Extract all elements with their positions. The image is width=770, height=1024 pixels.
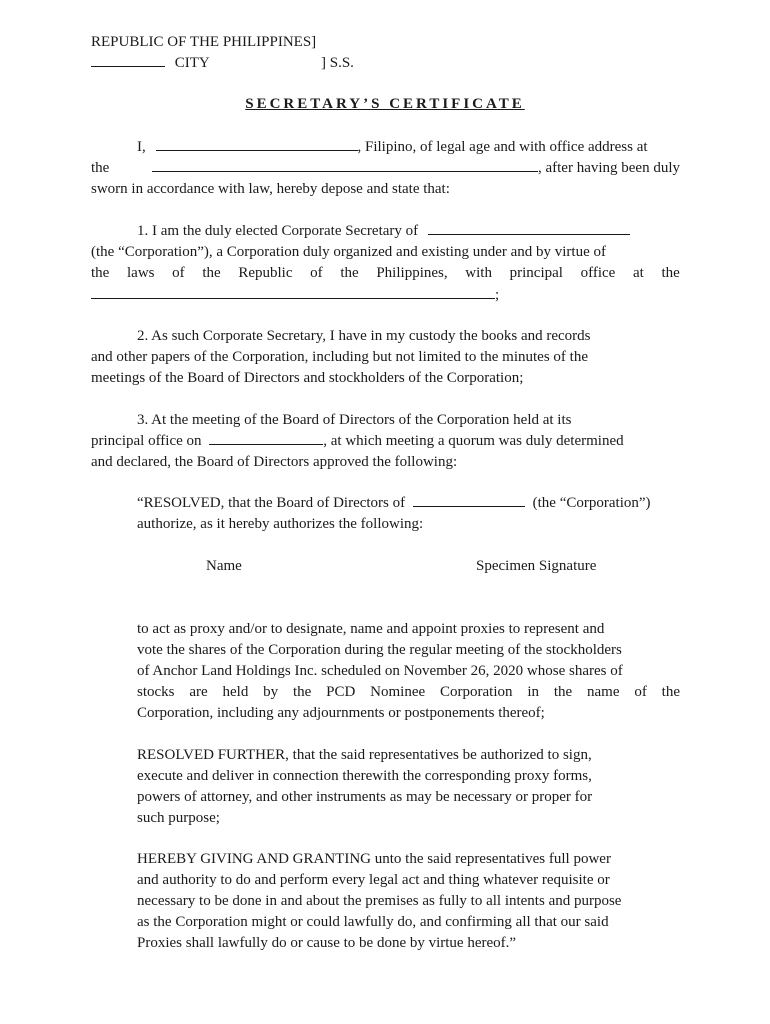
corporation-name-blank[interactable] xyxy=(428,221,630,235)
para1-line3-word: the xyxy=(202,265,221,281)
para2-line-1: 2. As such Corporate Secretary, I have in my custody the books and records xyxy=(137,328,591,344)
para1-line3-word: at xyxy=(633,265,644,281)
para3-line-2 xyxy=(91,431,624,452)
resolved-text-1b: (the “Corporation”) xyxy=(532,495,651,511)
board-corporation-blank[interactable] xyxy=(413,493,525,507)
further-line-3: powers of attorney, and other instruments as may be necessary or proper for xyxy=(137,789,593,805)
proxy-line-3: of Anchor Land Holdings Inc. scheduled on November 26, 2020 whose shares of xyxy=(137,663,623,679)
meeting-date-blank[interactable] xyxy=(209,431,323,445)
granting-line-5: Proxies shall lawfully do or cause to be done by virtue hereof.” xyxy=(137,935,517,951)
column-signature-heading: Specimen Signature xyxy=(476,558,597,574)
para1-line-4 xyxy=(91,285,499,306)
further-line-4: such purpose; xyxy=(137,810,220,826)
granting-line-2: and authority to do and perform every legal act and thing whatever requisite or xyxy=(137,872,610,888)
proxy-line-5: Corporation, including any adjournments or postponements thereof; xyxy=(137,705,545,721)
office-address-blank[interactable] xyxy=(152,158,538,172)
column-name-heading: Name xyxy=(206,558,242,574)
para1-text-1: 1. I am the duly elected Corporate Secretary of xyxy=(137,223,419,239)
resolved-line-1 xyxy=(137,493,651,514)
para3-line-3: and declared, the Board of Directors approved the following: xyxy=(91,454,458,470)
intro-i: I, xyxy=(137,139,146,155)
para2-line-3: meetings of the Board of Directors and stockholders of the Corporation; xyxy=(91,370,524,386)
para1-line3-word: laws xyxy=(127,265,155,281)
para1-semicolon: ; xyxy=(495,287,500,303)
para1-line3-word: the xyxy=(661,265,680,281)
resolved-text-1a: “RESOLVED, that the Board of Directors of xyxy=(137,495,406,511)
proxy-line-2: vote the shares of the Corporation during the regular meeting of the stockholders xyxy=(137,642,622,658)
para3-text-2b: , at which meeting a quorum was duly determined xyxy=(323,433,624,449)
ss-label: ] S.S. xyxy=(321,55,354,71)
para1-line3-word: office xyxy=(580,265,616,281)
further-line-1: RESOLVED FURTHER, that the said representatives be authorized to sign, xyxy=(137,747,592,763)
granting-line-3: necessary to be done in and about the premises as fully to all intents and purpose xyxy=(137,893,622,909)
city-label: CITY xyxy=(174,55,210,71)
para1-line-2: (the “Corporation”), a Corporation duly organized and existing under and by virtue of xyxy=(91,244,606,260)
principal-office-blank[interactable] xyxy=(91,285,495,299)
para3-line-1: 3. At the meeting of the Board of Directors of the Corporation held at its xyxy=(137,412,572,428)
resolved-line-2: authorize, as it hereby authorizes the following: xyxy=(137,516,424,532)
document-title: SECRETARY’S CERTIFICATE xyxy=(245,96,525,112)
intro-line-3: sworn in accordance with law, hereby depose and state that: xyxy=(91,181,450,197)
city-line xyxy=(91,53,210,74)
para1-line-1 xyxy=(137,221,630,242)
para1-line3-word: the xyxy=(340,265,359,281)
para1-line3-word: of xyxy=(310,265,323,281)
republic-heading: REPUBLIC OF THE PHILIPPINES] xyxy=(91,34,317,50)
para2-line-2: and other papers of the Corporation, including but not limited to the minutes of the xyxy=(91,349,588,365)
para1-line3-word: Philippines, xyxy=(376,265,448,281)
granting-line-1: HEREBY GIVING AND GRANTING unto the said representatives full power xyxy=(137,851,611,867)
city-blank[interactable] xyxy=(91,53,165,67)
para1-line3-word: the xyxy=(91,265,110,281)
para1-line3-word: principal xyxy=(509,265,563,281)
proxy-line-4: stocks are held by the PCD Nominee Corporation in the name of the xyxy=(137,684,680,700)
para3-text-2a: principal office on xyxy=(91,433,202,449)
affiant-name-blank[interactable] xyxy=(156,137,358,151)
para1-line3-word: of xyxy=(172,265,185,281)
intro-filipino: , Filipino, of legal age and with office address at xyxy=(357,139,648,155)
further-line-2: execute and deliver in connection therewith the corresponding proxy forms, xyxy=(137,768,592,784)
intro-line-1 xyxy=(137,137,648,158)
para1-line3-word: with xyxy=(465,265,492,281)
proxy-line-1: to act as proxy and/or to designate, name and appoint proxies to represent and xyxy=(137,621,605,637)
para1-line3-word: Republic xyxy=(238,265,293,281)
granting-line-4: as the Corporation might or could lawfully do, and confirming all that our said xyxy=(137,914,609,930)
intro-the: the xyxy=(91,160,110,176)
para1-line-3 xyxy=(91,263,680,284)
intro-after: , after having been duly xyxy=(537,160,680,176)
intro-line-2 xyxy=(91,158,680,179)
